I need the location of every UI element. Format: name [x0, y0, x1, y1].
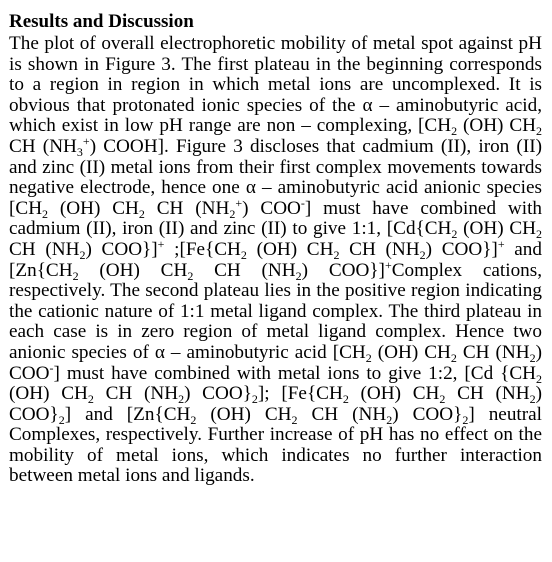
- text-run: CH (NH: [9, 135, 77, 157]
- text-run: ] and [Zn{CH: [64, 403, 191, 425]
- subscript: 2: [365, 350, 372, 365]
- text-run: CH (NH: [93, 383, 179, 405]
- text-run: ) COO: [242, 197, 301, 219]
- text-run: (OH) CH: [246, 238, 334, 260]
- subscript: 2: [79, 247, 86, 262]
- text-run: CH (NH: [144, 197, 230, 219]
- subscript: 2: [333, 247, 340, 262]
- section-heading: Results and Discussion: [9, 11, 194, 32]
- subscript: 2: [536, 371, 542, 386]
- subscript: 2: [450, 350, 457, 365]
- body-paragraph: [9, 34, 542, 487]
- text-run: ;[Fe{CH: [164, 238, 241, 260]
- text-run: ) COO}: [9, 383, 542, 425]
- text-run: ) COO}]: [425, 238, 498, 260]
- text-run: CH (NH: [445, 383, 530, 405]
- superscript: +: [82, 133, 90, 148]
- subscript: 2: [291, 412, 298, 427]
- subscript: 2: [138, 206, 145, 221]
- text-run: (OH) CH: [457, 115, 536, 137]
- subscript: 2: [419, 247, 426, 262]
- text-run: (OH) CH: [9, 383, 88, 405]
- superscript: +: [157, 236, 165, 251]
- subscript: 2: [536, 124, 542, 139]
- subscript: 2: [386, 412, 393, 427]
- superscript: +: [497, 236, 505, 251]
- subscript: 2: [58, 412, 65, 427]
- text-run: ) COO}]: [301, 259, 385, 281]
- text-run: Complex cations, respectively. The second plateau lies in the positive region indicating the cationic nature of 1:1 metal ligand complex. The third plateau in each case is in zero region of metal ligand complex. Hence two anionic species of α – aminobutyric acid [CH: [9, 259, 543, 363]
- text-run: CH (NH: [297, 403, 387, 425]
- text-run: ] neutral Complexes, respectively. Further increase of pH has no effect on the mobility of metal ions, which indicates no further interaction between metal ions and ligands.: [9, 403, 542, 487]
- subscript: 2: [178, 392, 185, 407]
- subscript: 2: [462, 412, 469, 427]
- text-run: ) COOH]. Figure 3 discloses that cadmium (II), iron (II) and zinc (II) metal ions from their first complex movements towards negative electrode, hence one α – aminobutyric acid anionic species [CH: [9, 135, 542, 219]
- subscript: 2: [529, 392, 536, 407]
- subscript: 2: [451, 227, 458, 242]
- subscript: 2: [42, 206, 49, 221]
- subscript: 2: [451, 124, 458, 139]
- subscript: 2: [529, 350, 536, 365]
- text-run: (OH) CH: [78, 259, 188, 281]
- text-run: ) COO}: [184, 383, 252, 405]
- subscript: 2: [229, 206, 236, 221]
- text-run: CH (NH: [456, 341, 530, 363]
- superscript: +: [384, 257, 392, 272]
- subscript: 2: [535, 227, 542, 242]
- text-run: CH (NH: [9, 238, 80, 260]
- text-run: ) COO}]: [85, 238, 158, 260]
- superscript: -: [300, 195, 305, 210]
- superscript: +: [235, 195, 243, 210]
- text-run: (OH) CH: [371, 341, 451, 363]
- text-run: (OH) CH: [457, 218, 536, 240]
- text-run: The plot of overall electrophoretic mobility of metal spot against pH is shown in Figure 3. The first plateau in the beginning corresponds to a region in region in which metal ions are uncomplexed. It is obvious that protonated ionic species of the α – aminobutyric acid, which exist in low pH range are non – complexing, [CH: [9, 33, 542, 137]
- subscript: 2: [187, 268, 194, 283]
- text-run: ) COO: [9, 341, 542, 384]
- subscript: 2: [439, 392, 446, 407]
- text-run: (OH) CH: [348, 383, 440, 405]
- subscript: 3: [76, 144, 83, 159]
- text-run: ] must have combined with metal ions to give 1:2, [Cd {CH: [53, 362, 536, 384]
- text-run: CH (NH: [193, 259, 296, 281]
- text-run: ) COO}: [392, 403, 463, 425]
- subscript: 2: [72, 268, 79, 283]
- text-run: ] must have combined with cadmium (II), iron (II) and zinc (II) to give 1:1, [Cd{CH: [9, 197, 543, 240]
- text-run: CH (NH: [339, 238, 420, 260]
- superscript: -: [49, 360, 54, 375]
- text-run: (OH) CH: [48, 197, 139, 219]
- text-run: ]; [Fe{CH: [257, 383, 343, 405]
- subscript: 2: [240, 247, 247, 262]
- subscript: 2: [295, 268, 302, 283]
- subscript: 2: [251, 392, 258, 407]
- text-run: (OH) CH: [196, 403, 292, 425]
- subscript: 2: [87, 392, 94, 407]
- subscript: 2: [190, 412, 197, 427]
- subscript: 2: [342, 392, 349, 407]
- text-run: and [Zn{CH: [9, 238, 542, 281]
